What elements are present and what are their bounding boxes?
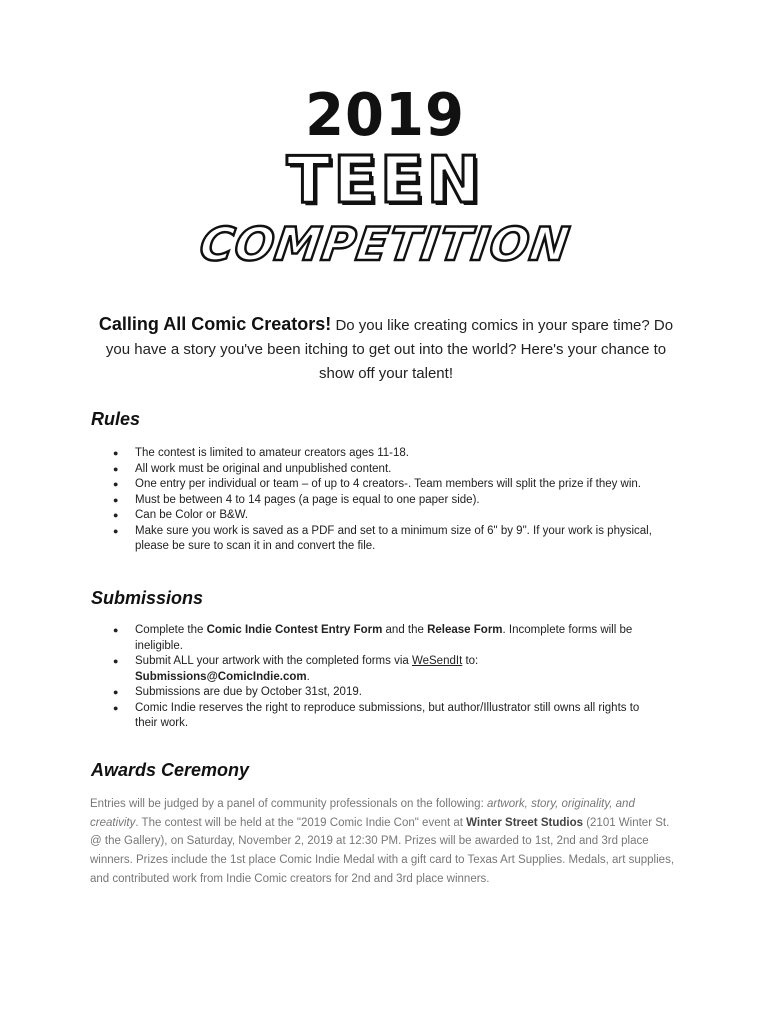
list-item: ● Submissions are due by October 31st, 2019.	[110, 685, 655, 701]
list-item: ● The contest is limited to amateur creators ages 11-18.	[110, 446, 655, 462]
text: . Incomplete forms will be ineligible.	[135, 624, 633, 652]
submissions-heading: Submissions	[91, 588, 204, 608]
entry-form-name: Comic Indie Contest Entry Form	[206, 624, 383, 636]
title-competition: COMPETITION	[196, 217, 574, 271]
text: Submit ALL your artwork with the completed forms via	[135, 655, 412, 667]
list-item: ● Must be between 4 to 14 pages (a page is equal to one paper side).	[110, 493, 655, 509]
release-form-name: Release Form	[427, 624, 503, 636]
text: Entries will be judged by a panel of community professionals on the following:	[90, 798, 487, 810]
wesendit-link[interactable]: WeSendIt	[411, 655, 463, 667]
list-item	[110, 623, 655, 654]
text: to:	[462, 655, 479, 667]
list-item: ● All work must be original and unpublished content.	[110, 462, 655, 478]
list-item: ● Comic Indie reserves the right to reproduce submissions, but author/Illustrator still owns all rights to their work.	[110, 701, 655, 732]
intro-text: Do you like creating comics in your spare time? Do you have a story you've been itching to get out into the world? Here's your chance to show off your talent!	[105, 317, 674, 382]
list-item	[110, 654, 655, 685]
list-item: ● One entry per individual or team – of up to 4 creators-. Team members will split the prize if they win.	[110, 477, 655, 493]
awards-heading: Awards Ceremony	[91, 760, 250, 780]
text: and the	[382, 624, 428, 636]
judging-criteria: artwork, story, originality, and creativity	[90, 798, 635, 829]
text: . The contest will be held at the "2019 Comic Indie Con" event at	[135, 816, 467, 829]
intro-paragraph	[88, 312, 684, 386]
awards-paragraph	[90, 795, 680, 889]
title-teen: TEEN	[286, 144, 484, 218]
rules-heading: Rules	[91, 409, 141, 429]
rules-list	[110, 446, 655, 555]
list-item: ● Make sure you work is saved as a PDF and set to a minimum size of 6" by 9". If your work is physical, please be sure to scan it in and convert the file.	[110, 524, 655, 555]
title-year: 2019	[305, 81, 465, 150]
submission-email[interactable]: Submissions@ComicIndie.com	[135, 670, 307, 683]
list-item: ● Can be Color or B&W.	[110, 508, 655, 524]
text: (2101 Winter St. @ the Gallery), on Saturday, November 2, 2019 at 12:30 PM. Prizes will be awarded to 1st, 2nd and 3rd place winners. Prizes include the 1st place Comic Indie Medal with a gift card to Texas Art Supplies. Medals, art supplies, and contributed work from Indie Comic creators for 2nd and 3rd place winners.	[90, 816, 675, 885]
submissions-list	[110, 623, 655, 732]
venue-name: Winter Street Studios	[466, 816, 583, 829]
text: .	[306, 670, 310, 683]
intro-lead: Calling All Comic Creators!	[98, 314, 332, 334]
title-logo	[0, 81, 770, 271]
text: Complete the	[135, 624, 207, 636]
